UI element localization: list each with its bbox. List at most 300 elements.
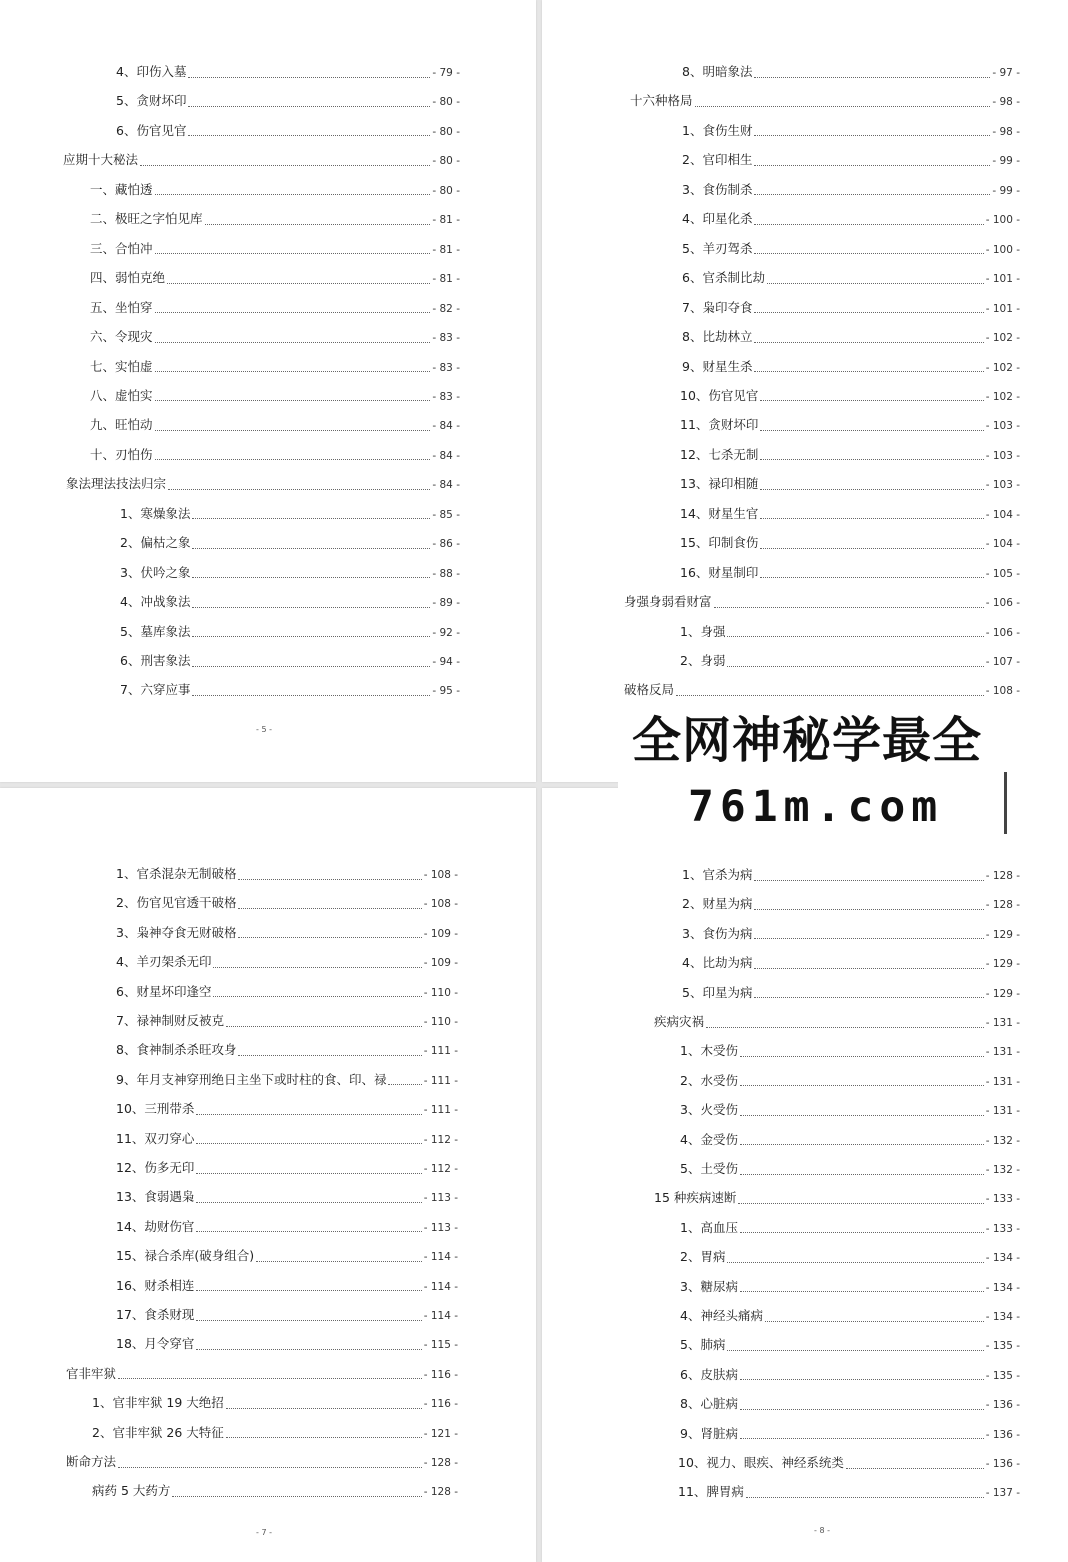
dot-leader — [740, 1222, 984, 1233]
toc-entry-title: 1、高血压 — [680, 1219, 738, 1235]
dot-leader — [155, 390, 431, 401]
toc-page-7 — [0, 788, 536, 1562]
dot-leader — [196, 1339, 421, 1350]
dot-leader — [192, 656, 430, 667]
toc-entry-page: - 112 - — [423, 1133, 458, 1146]
toc-entry — [682, 925, 1020, 943]
toc-entry-title: 十、刃怕伤 — [90, 446, 153, 462]
toc-entry — [116, 1100, 458, 1118]
toc-entry — [120, 681, 460, 699]
toc-entry — [682, 984, 1020, 1002]
toc-entry-page: - 106 - — [985, 626, 1020, 639]
toc-entry-page: - 104 - — [985, 508, 1020, 521]
toc-entry-page: - 101 - — [985, 302, 1020, 315]
toc-entry-title: 象法理法技法归宗 — [66, 476, 167, 492]
toc-entry-title: 三、合怕冲 — [90, 240, 153, 256]
toc-entry — [116, 894, 458, 912]
toc-entry — [680, 564, 1020, 582]
dot-leader — [727, 626, 983, 637]
dot-leader — [155, 332, 431, 343]
toc-entry-title: 6、官杀制比劫 — [682, 270, 765, 286]
toc-entry-title: 官非牢狱 — [66, 1365, 117, 1381]
toc-entry-title: 9、肾脏病 — [680, 1425, 738, 1441]
dot-leader — [740, 1046, 984, 1057]
toc-entry-page: - 99 - — [992, 155, 1020, 168]
toc-entry-page: - 110 - — [423, 1016, 458, 1028]
toc-entry — [120, 564, 460, 582]
toc-entry — [116, 1188, 458, 1206]
dot-leader — [196, 1280, 421, 1291]
toc-entry — [682, 299, 1020, 317]
dot-leader — [738, 1193, 983, 1204]
toc-entry — [680, 1160, 1020, 1178]
dot-leader — [205, 214, 431, 225]
toc-entry — [680, 505, 1020, 523]
dot-leader — [226, 1427, 422, 1438]
dot-leader — [213, 986, 421, 997]
toc-entry-title: 11、脾胃病 — [678, 1484, 744, 1500]
toc-entry — [624, 681, 1020, 699]
dot-leader — [754, 870, 983, 881]
dot-leader — [196, 1221, 421, 1232]
dot-leader — [188, 125, 430, 136]
toc-entry-title: 15、印制食伤 — [680, 535, 759, 551]
toc-entry-title: 10、视力、眼疾、神经系统类 — [678, 1455, 844, 1470]
toc-entry-page: - 129 - — [985, 987, 1020, 1000]
toc-entry-page: - 111 - — [423, 1045, 458, 1058]
toc-entry-title: 3、伏吟之象 — [120, 564, 191, 580]
toc-entry-title: 6、刑害象法 — [120, 653, 191, 668]
toc-entry-title: 4、金受伤 — [680, 1131, 738, 1147]
toc-entry-page: - 133 - — [985, 1222, 1020, 1235]
toc-entry — [682, 328, 1020, 346]
toc-entry-page: - 108 - — [423, 869, 458, 881]
dot-leader — [740, 1105, 984, 1116]
toc-entry-page: - 114 - — [423, 1251, 458, 1264]
toc-entry-title: 2、伤官见官透干破格 — [116, 895, 237, 911]
toc-entry-title: 12、伤多无印 — [116, 1160, 195, 1175]
dot-leader — [192, 538, 430, 549]
dot-leader — [740, 1369, 984, 1380]
toc-entry-page: - 131 - — [985, 1046, 1020, 1059]
toc-entry-page: - 134 - — [985, 1311, 1020, 1323]
dot-leader — [760, 390, 983, 401]
dot-leader — [767, 273, 984, 284]
toc-entry-title: 14、财星生官 — [680, 505, 759, 521]
toc-entry — [116, 1306, 458, 1324]
toc-entry — [116, 122, 460, 140]
toc-entry — [682, 210, 1020, 228]
toc-entry — [120, 623, 460, 641]
toc-entry-page: - 83 - — [432, 390, 460, 403]
toc-entry-page: - 103 - — [985, 420, 1020, 433]
toc-entry-page: - 80 - — [432, 125, 460, 138]
toc-entry-page: - 136 - — [985, 1458, 1020, 1470]
toc-entry-title: 3、火受伤 — [680, 1102, 738, 1118]
dot-leader — [754, 928, 983, 939]
toc-entry-page: - 136 - — [985, 1399, 1020, 1412]
dot-leader — [155, 420, 431, 431]
toc-entry — [90, 328, 460, 346]
toc-entry-title: 4、印伤入墓 — [116, 64, 187, 79]
toc-entry-title: 8、心脏病 — [680, 1396, 738, 1412]
dot-leader — [118, 1368, 422, 1379]
toc-entry-title: 9、年月支神穿刑绝日主坐下或时柱的食、印、禄 — [116, 1071, 387, 1087]
toc-entry — [682, 151, 1020, 169]
toc-entry-title: 4、神经头痛病 — [680, 1308, 763, 1323]
toc-entry — [680, 1425, 1020, 1443]
toc-entry-title: 六、令现灾 — [90, 329, 153, 345]
dot-leader — [706, 1017, 984, 1028]
toc-entry-title: 八、虚怕实 — [90, 387, 153, 403]
toc-entry-title: 二、极旺之字怕见库 — [90, 211, 203, 227]
toc-entry-title: 四、弱怕克绝 — [90, 270, 166, 286]
toc-entry-title: 4、冲战象法 — [120, 594, 191, 610]
toc-entry-title: 8、明暗象法 — [682, 64, 753, 79]
toc-entry — [654, 1013, 1020, 1031]
toc-entry — [90, 269, 460, 287]
toc-entry — [680, 1131, 1020, 1149]
dot-leader — [188, 96, 430, 107]
toc-entry-title: 4、比劫为病 — [682, 955, 753, 971]
dot-leader — [172, 1486, 421, 1497]
dot-leader — [754, 958, 983, 969]
watermark-divider — [1004, 772, 1007, 834]
toc-entry-title: 7、枭印夺食 — [682, 299, 753, 315]
toc-entry — [63, 151, 460, 169]
toc-entry-page: - 116 - — [423, 1368, 458, 1381]
toc-entry-page: - 107 - — [985, 656, 1020, 668]
toc-entry — [682, 895, 1020, 913]
toc-entry-page: - 108 - — [985, 685, 1020, 698]
toc-entry-title: 2、官印相生 — [682, 152, 753, 168]
toc-entry — [66, 1365, 458, 1383]
dot-leader — [196, 1163, 421, 1174]
toc-entry — [92, 1424, 458, 1442]
toc-entry-title: 3、食伤制杀 — [682, 181, 753, 197]
toc-entry-page: - 100 - — [985, 243, 1020, 256]
toc-entry — [680, 416, 1020, 434]
toc-entry-title: 12、七杀无制 — [680, 446, 759, 462]
toc-entry-page: - 99 - — [992, 184, 1020, 197]
dot-leader — [155, 243, 431, 254]
dot-leader — [727, 1340, 983, 1351]
toc-entry-page: - 108 - — [423, 898, 458, 911]
toc-entry-page: - 109 - — [423, 957, 458, 970]
dot-leader — [765, 1311, 984, 1322]
dot-leader — [754, 302, 983, 313]
toc-entry-title: 14、劫财伤官 — [116, 1218, 195, 1234]
dot-leader — [226, 1398, 422, 1409]
dot-leader — [168, 479, 430, 490]
toc-entry-page: - 134 - — [985, 1281, 1020, 1294]
toc-entry — [630, 92, 1020, 110]
toc-entry-page: - 133 - — [985, 1193, 1020, 1206]
toc-entry-title: 15 种疾病速断 — [654, 1190, 737, 1206]
toc-entry — [116, 92, 460, 110]
toc-entry-title: 17、食杀财现 — [116, 1307, 195, 1322]
toc-entry-title: 13、食弱遇枭 — [116, 1189, 195, 1205]
toc-entry-page: - 81 - — [432, 273, 460, 286]
toc-entry-title: 13、禄印相随 — [680, 476, 759, 492]
toc-entry-page: - 110 - — [423, 986, 458, 999]
toc-entry — [116, 1218, 458, 1236]
toc-entry — [116, 63, 460, 81]
dot-leader — [196, 1104, 421, 1115]
dot-leader — [155, 184, 431, 195]
dot-leader — [740, 1428, 984, 1439]
toc-entry — [682, 181, 1020, 199]
toc-entry — [678, 1483, 1020, 1501]
toc-entry — [680, 1307, 1020, 1325]
toc-entry-title: 9、财星生杀 — [682, 358, 753, 374]
toc-entry-title: 七、实怕虚 — [90, 358, 153, 374]
toc-entry-title: 2、偏枯之象 — [120, 535, 191, 551]
toc-entry-page: - 84 - — [432, 420, 460, 433]
toc-entry-title: 九、旺怕动 — [90, 417, 153, 433]
toc-entry-page: - 81 - — [432, 214, 460, 227]
dot-leader — [155, 361, 431, 372]
toc-entry-page: - 131 - — [985, 1017, 1020, 1029]
toc-entry-title: 16、财星制印 — [680, 564, 759, 580]
dot-leader — [760, 508, 983, 519]
toc-entry-page: - 89 - — [432, 597, 460, 610]
toc-page-8 — [542, 788, 1068, 1562]
toc-entry-title: 1、木受伤 — [680, 1043, 738, 1059]
toc-entry-title: 1、食伤生财 — [682, 122, 753, 138]
dot-leader — [754, 899, 983, 910]
toc-entry-page: - 80 - — [432, 184, 460, 197]
toc-entry-page: - 129 - — [985, 958, 1020, 971]
toc-entry — [678, 1454, 1020, 1472]
toc-entry — [680, 1278, 1020, 1296]
dot-leader — [196, 1192, 421, 1203]
toc-entry-page: - 82 - — [432, 302, 460, 315]
toc-entry — [682, 866, 1020, 884]
dot-leader — [754, 67, 990, 78]
toc-entry-page: - 111 - — [423, 1104, 458, 1117]
toc-entry-title: 1、身强 — [680, 623, 726, 639]
toc-entry — [680, 446, 1020, 464]
toc-entry-page: - 83 - — [432, 361, 460, 374]
toc-entry — [90, 299, 460, 317]
page-number: - 5 - — [256, 725, 272, 734]
toc-entry-page: - 106 - — [985, 597, 1020, 610]
toc-entry-title: 破格反局 — [624, 682, 675, 698]
toc-entry — [116, 983, 458, 1001]
toc-entry-page: - 113 - — [423, 1221, 458, 1234]
toc-entry-page: - 84 - — [432, 449, 460, 462]
toc-entry-page: - 128 - — [423, 1457, 458, 1469]
toc-entry-page: - 103 - — [985, 479, 1020, 492]
dot-leader — [740, 1134, 984, 1145]
toc-entry-page: - 102 - — [985, 361, 1020, 374]
toc-entry-title: 1、寒燥象法 — [120, 505, 191, 521]
toc-entry-page: - 129 - — [985, 928, 1020, 941]
toc-entry-page: - 95 - — [432, 685, 460, 698]
toc-entry-page: - 114 - — [423, 1280, 458, 1293]
dot-leader — [695, 96, 991, 107]
toc-entry-title: 6、皮肤病 — [680, 1366, 738, 1382]
dot-leader — [188, 67, 430, 78]
toc-entry-title: 4、羊刃架杀无印 — [116, 954, 212, 970]
toc-entry — [680, 475, 1020, 493]
toc-entry — [120, 534, 460, 552]
dot-leader — [192, 685, 430, 696]
toc-entry-title: 疾病灾祸 — [654, 1014, 705, 1029]
dot-leader — [760, 479, 983, 490]
toc-entry — [682, 954, 1020, 972]
dot-leader — [238, 869, 421, 880]
dot-leader — [754, 332, 983, 343]
dot-leader — [760, 449, 983, 460]
toc-entry-page: - 98 - — [992, 96, 1020, 109]
toc-entry-title: 3、食伤为病 — [682, 925, 753, 941]
toc-entry-page: - 136 - — [985, 1428, 1020, 1441]
dot-leader — [238, 927, 421, 938]
watermark-url: 761m.com — [688, 782, 944, 832]
toc-entry — [680, 1101, 1020, 1119]
toc-entry — [680, 1042, 1020, 1060]
toc-entry — [120, 505, 460, 523]
toc-entry-title: 断命方法 — [66, 1454, 117, 1469]
toc-entry — [92, 1394, 458, 1412]
toc-entry-title: 1、官杀为病 — [682, 867, 753, 882]
toc-entry-title: 病药 5 大药方 — [92, 1483, 171, 1499]
toc-entry-page: - 131 - — [985, 1075, 1020, 1088]
toc-entry-page: - 121 - — [423, 1427, 458, 1440]
toc-entry-title: 3、枭神夺食无财破格 — [116, 924, 237, 940]
dot-leader — [846, 1458, 984, 1469]
toc-entry-title: 2、财星为病 — [682, 896, 753, 912]
toc-entry-title: 7、六穿应事 — [120, 682, 191, 698]
dot-leader — [238, 1045, 421, 1056]
dot-leader — [155, 449, 431, 460]
dot-leader — [155, 302, 431, 313]
toc-entry-title: 应期十大秘法 — [63, 152, 139, 168]
toc-entry-page: - 115 - — [423, 1339, 458, 1352]
toc-entry-page: - 103 - — [985, 449, 1020, 462]
page-number: - 8 - — [814, 1526, 830, 1535]
toc-entry-title: 十六种格局 — [630, 93, 693, 109]
toc-entry-page: - 80 - — [432, 155, 460, 168]
toc-entry-title: 15、禄合杀库(破身组合) — [116, 1248, 255, 1264]
dot-leader — [388, 1074, 421, 1085]
toc-entry — [624, 593, 1020, 611]
toc-entry — [90, 387, 460, 405]
toc-entry-title: 11、双刃穿心 — [116, 1130, 195, 1146]
toc-entry-page: - 79 - — [432, 67, 460, 79]
dot-leader — [740, 1399, 984, 1410]
dot-leader — [226, 1016, 422, 1027]
toc-entry — [90, 210, 460, 228]
dot-leader — [192, 626, 430, 637]
dot-leader — [754, 125, 990, 136]
toc-entry-title: 2、水受伤 — [680, 1072, 738, 1088]
watermark-title: 全网神秘学最全 — [632, 712, 983, 769]
toc-entry — [680, 1219, 1020, 1237]
toc-entry-page: - 109 - — [423, 927, 458, 940]
toc-entry — [116, 1159, 458, 1177]
toc-entry — [116, 865, 458, 883]
toc-entry — [116, 1071, 458, 1089]
toc-entry — [90, 358, 460, 376]
toc-entry — [116, 1247, 458, 1265]
dot-leader — [740, 1281, 984, 1292]
toc-entry-page: - 81 - — [432, 243, 460, 256]
toc-entry-page: - 132 - — [985, 1164, 1020, 1176]
toc-entry-page: - 105 - — [985, 567, 1020, 580]
dot-leader — [746, 1487, 984, 1498]
toc-entry — [682, 269, 1020, 287]
toc-entry — [682, 122, 1020, 140]
dot-leader — [256, 1251, 422, 1262]
toc-entry-page: - 132 - — [985, 1134, 1020, 1147]
toc-entry — [116, 1012, 458, 1030]
page-number: - 7 - — [256, 1528, 272, 1537]
dot-leader — [754, 243, 983, 254]
toc-entry — [680, 387, 1020, 405]
toc-entry-title: 5、贪财坏印 — [116, 93, 187, 109]
toc-entry-page: - 85 - — [432, 508, 460, 521]
toc-entry — [116, 1130, 458, 1148]
toc-entry-title: 16、财杀相连 — [116, 1277, 195, 1293]
toc-entry — [90, 240, 460, 258]
dot-leader — [676, 685, 984, 696]
toc-entry-page: - 114 - — [423, 1310, 458, 1322]
toc-entry-page: - 134 - — [985, 1252, 1020, 1265]
toc-entry — [90, 416, 460, 434]
dot-leader — [760, 567, 983, 578]
toc-entry — [116, 1277, 458, 1295]
toc-entry-page: - 128 - — [985, 870, 1020, 882]
toc-entry — [66, 1453, 458, 1471]
dot-leader — [754, 987, 983, 998]
toc-entry-page: - 98 - — [992, 125, 1020, 138]
toc-entry — [680, 1336, 1020, 1354]
dot-leader — [727, 656, 983, 667]
toc-entry — [116, 1335, 458, 1353]
dot-leader — [213, 957, 421, 968]
toc-entry-title: 6、伤官见官 — [116, 122, 187, 138]
toc-page-5 — [0, 0, 536, 782]
toc-entry-title: 5、羊刃驾杀 — [682, 240, 753, 256]
toc-entry — [680, 1395, 1020, 1413]
toc-entry-page: - 128 - — [423, 1486, 458, 1499]
toc-entry-page: - 128 - — [985, 899, 1020, 912]
dot-leader — [192, 597, 430, 608]
toc-entry-page: - 86 - — [432, 538, 460, 551]
toc-entry-page: - 100 - — [985, 214, 1020, 227]
toc-entry — [120, 652, 460, 670]
toc-entry-page: - 101 - — [985, 273, 1020, 286]
toc-entry-page: - 116 - — [423, 1398, 458, 1411]
toc-entry-title: 1、官杀混杂无制破格 — [116, 866, 237, 881]
toc-entry-title: 8、比劫林立 — [682, 329, 753, 345]
toc-entry — [120, 593, 460, 611]
dot-leader — [140, 155, 430, 166]
toc-entry-title: 3、糖尿病 — [680, 1278, 738, 1294]
toc-entry-title: 一、藏怕透 — [90, 181, 153, 197]
dot-leader — [754, 361, 983, 372]
toc-entry — [116, 924, 458, 942]
toc-entry — [654, 1189, 1020, 1207]
toc-entry — [680, 623, 1020, 641]
toc-entry-title: 五、坐怕穿 — [90, 299, 153, 315]
toc-entry — [680, 534, 1020, 552]
toc-entry-title: 7、禄神制财反被克 — [116, 1013, 224, 1028]
toc-entry-page: - 102 - — [985, 390, 1020, 403]
